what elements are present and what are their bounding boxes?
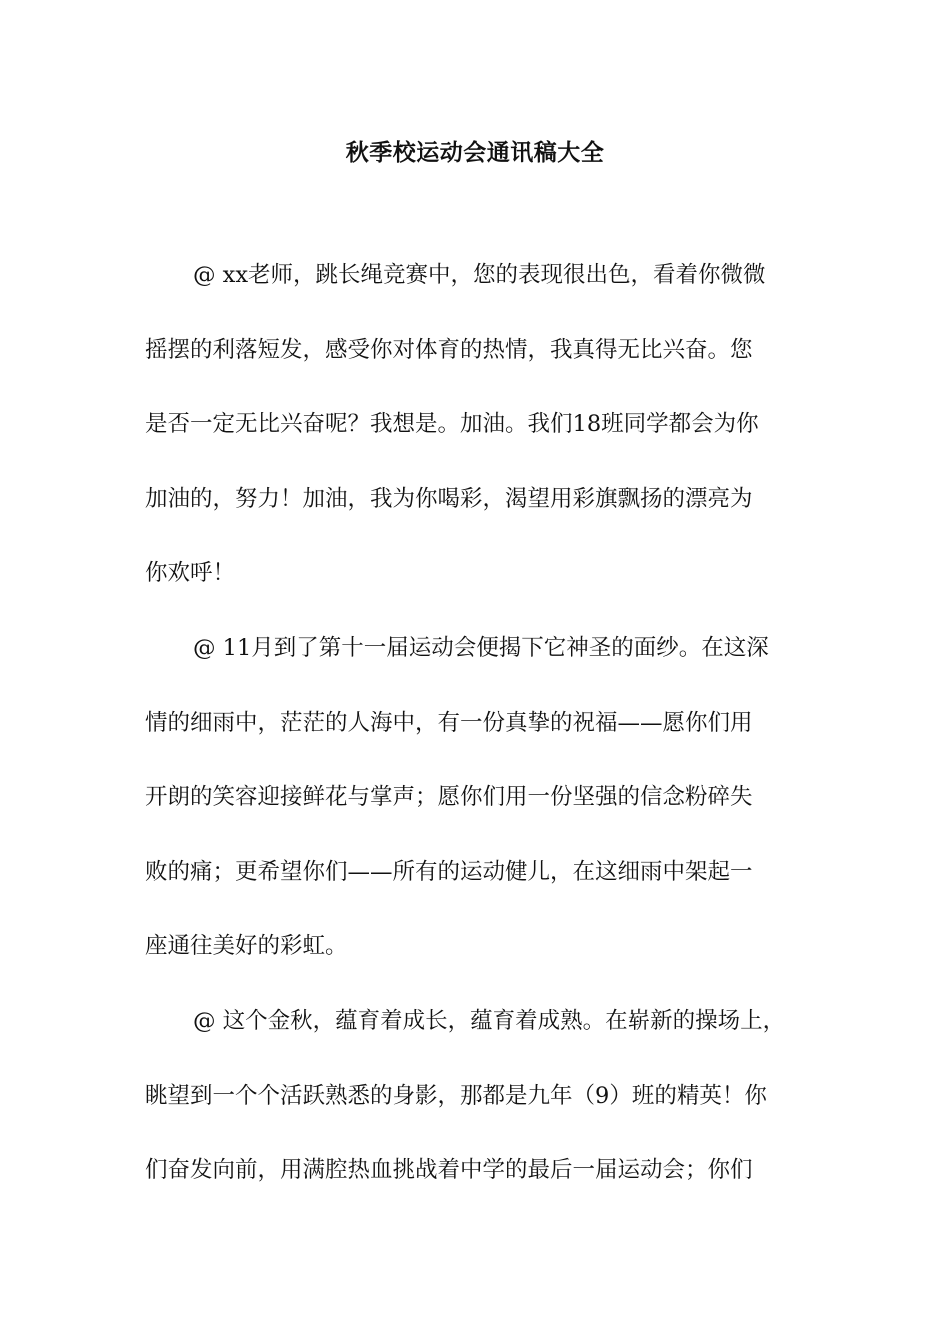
document-title: 秋季校运动会通讯稿大全 — [345, 140, 605, 166]
paragraph-1-line-5: 你欢呼！ — [145, 560, 236, 586]
paragraph-2-line-3: 开朗的笑容迎接鲜花与掌声；愿你们用一份坚强的信念粉碎失 — [145, 784, 753, 810]
paragraph-1-line-4: 加油的，努力！加油，我为你喝彩，渴望用彩旗飘扬的漂亮为 — [145, 486, 753, 512]
paragraph-2-line-5: 座通往美好的彩虹。 — [145, 933, 348, 959]
paragraph-1-line-1: @ xx老师，跳长绳竞赛中，您的表现很出色，看着你微微 — [193, 262, 766, 288]
paragraph-1-line-3: 是否一定无比兴奋呢？我想是。加油。我们18班同学都会为你 — [145, 411, 759, 437]
paragraph-3-line-1: @ 这个金秋，蕴育着成长，蕴育着成熟。在崭新的操场上， — [193, 1008, 786, 1034]
paragraph-2-line-2: 情的细雨中，茫茫的人海中，有一份真挚的祝福——愿你们用 — [145, 710, 753, 736]
paragraph-2-line-4: 败的痛；更希望你们——所有的运动健儿，在这细雨中架起一 — [145, 859, 753, 885]
paragraph-2-line-1: @ 11月到了第十一届运动会便揭下它神圣的面纱。在这深 — [193, 635, 769, 661]
paragraph-1-line-2: 摇摆的利落短发，感受你对体育的热情，我真得无比兴奋。您 — [145, 337, 753, 363]
paragraph-3-line-3: 们奋发向前，用满腔热血挑战着中学的最后一届运动会；你们 — [145, 1157, 753, 1183]
paragraph-3-line-2: 眺望到一个个活跃熟悉的身影，那都是九年（9）班的精英！你 — [145, 1083, 767, 1109]
